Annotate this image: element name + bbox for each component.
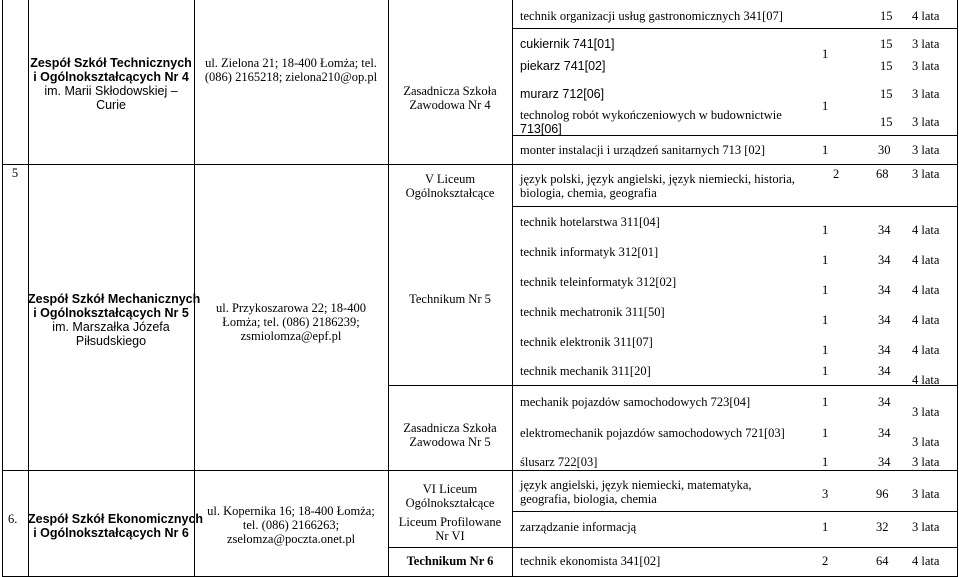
profile-classes: 1 [822, 313, 829, 327]
school-patron-zsm5: im. Marszałka Józefa Piłsudskiego [52, 320, 170, 348]
profile-students: 34 [878, 395, 891, 409]
profile-students: 34 [878, 223, 891, 237]
profile-years: 4 lata [912, 554, 940, 568]
profile-classes: 1 [822, 343, 829, 357]
school-type-liceum6: VI Liceum Ogólnokształcące [405, 482, 495, 510]
profile-name: technik elektronik 311[07] [520, 335, 653, 349]
profile-students: 64 [876, 554, 889, 568]
profile-name: piekarz 741[02] [520, 59, 606, 73]
profile-name: ślusarz 722[03] [520, 455, 598, 469]
profile-name-code: 713[06] [520, 122, 562, 136]
profile-years: 4 lata [912, 373, 940, 387]
profile-classes: 1 [822, 143, 829, 157]
profile-years: 4 lata [912, 253, 940, 267]
school-type-zsz4: Zasadnicza Szkoła Zawodowa Nr 4 [403, 84, 497, 112]
profile-students: 15 [880, 115, 893, 129]
profile-years: 3 lata [912, 405, 940, 419]
school-name-zsm5: Zespół Szkół Mechanicznych i Ogólnokształcących Nr 5 [28, 292, 201, 320]
school-type-liceum5: V Liceum Ogólnokształcące [405, 172, 495, 200]
profile-years: 4 lata [912, 9, 940, 23]
profile-classes: 1 [822, 455, 829, 469]
profile-name: zarządzanie informacją [520, 520, 637, 534]
profile-classes: 1 [822, 395, 829, 409]
profile-students: 34 [878, 343, 891, 357]
profile-years: 3 lata [912, 59, 940, 73]
profile-years: 3 lata [912, 435, 940, 449]
profile-classes: 1 [822, 364, 829, 378]
profile-years: 4 lata [912, 343, 940, 357]
profile-years: 3 lata [912, 115, 940, 129]
profile-students: 68 [876, 167, 889, 181]
profile-classes: 3 [822, 487, 829, 501]
profile-years: 3 lata [912, 167, 940, 181]
profile-students: 34 [878, 253, 891, 267]
profile-name: technik mechatronik 311[50] [520, 305, 665, 319]
profile-name: technik ekonomista 341[02] [520, 554, 661, 568]
profile-name: technik mechanik 311[20] [520, 364, 651, 378]
profile-name: mechanik pojazdów samochodowych 723[04] [520, 395, 751, 409]
profile-students: 34 [878, 313, 891, 327]
profile-classes: 2 [822, 554, 829, 568]
profile-years: 3 lata [912, 520, 940, 534]
profile-name: elektromechanik pojazdów samochodowych 721[03] [520, 426, 785, 440]
profile-years: 3 lata [912, 37, 940, 51]
profile-name: monter instalacji i urządzeń sanitarnych 713 [02] [520, 143, 766, 157]
profile-years: 4 lata [912, 223, 940, 237]
profile-students: 15 [880, 59, 893, 73]
profile-years: 4 lata [912, 283, 940, 297]
profile-name: technik organizacji usług gastronomicznych 341[07] [520, 9, 783, 23]
profile-name: murarz 712[06] [520, 87, 605, 101]
profile-students: 15 [880, 9, 893, 23]
school-patron-zst4: im. Marii Skłodowskiej – Curie [44, 84, 178, 112]
school-name-zse6: Zespół Szkół Ekonomicznych i Ogólnokształcących Nr 6 [28, 512, 204, 540]
profile-classes: 1 [822, 99, 829, 113]
row-number-6: 6. [8, 512, 18, 526]
profile-students: 15 [880, 37, 893, 51]
profile-name: technik informatyk 312[01] [520, 245, 659, 259]
profile-students: 34 [878, 455, 891, 469]
profile-years: 3 lata [912, 87, 940, 101]
address-zse6: ul. Kopernika 16; 18-400 Łomża; tel. (086) 2166263; zselomza@poczta.onet.pl [207, 504, 375, 546]
profile-students: 34 [878, 426, 891, 440]
address-zsm5: ul. Przykoszarowa 22; 18-400 Łomża; tel. (086) 2186239; zsmiolomza@epf.pl [216, 301, 366, 343]
profile-name: technolog robót wykończeniowych w budownictwie [520, 108, 782, 122]
profile-students: 30 [878, 143, 891, 157]
profile-classes: 1 [822, 520, 829, 534]
address-zst4: ul. Zielona 21; 18-400 Łomża; tel. (086) 2165218; zielona210@op.pl [204, 56, 378, 84]
profile-students: 34 [878, 283, 891, 297]
profile-name: język angielski, język niemiecki, matematyka, geografia, biologia, chemia [520, 478, 752, 506]
profile-students: 96 [876, 487, 889, 501]
profile-students: 15 [880, 87, 893, 101]
profile-classes: 1 [822, 426, 829, 440]
profile-classes: 1 [822, 283, 829, 297]
profile-classes: 1 [822, 253, 829, 267]
profile-classes: 1 [822, 223, 829, 237]
profile-years: 3 lata [912, 143, 940, 157]
row-number-5: 5 [11, 166, 19, 180]
profile-classes: 1 [822, 47, 829, 61]
profile-students: 32 [876, 520, 889, 534]
profile-name: cukiernik 741[01] [520, 37, 615, 51]
school-type-zsz5: Zasadnicza Szkoła Zawodowa Nr 5 [403, 421, 497, 449]
profile-name: technik hotelarstwa 311[04] [520, 215, 660, 229]
profile-classes: 2 [833, 167, 840, 181]
school-type-profilowane6: Liceum Profilowane Nr VI [398, 515, 502, 543]
profile-years: 4 lata [912, 313, 940, 327]
liceum-profile-5: język polski, język angielski, język niemiecki, historia, biologia, chemia, geografia [520, 172, 795, 200]
school-name-zst4: Zespół Szkół Technicznych i Ogólnokształcących Nr 4 [30, 56, 192, 84]
profile-students: 34 [878, 364, 891, 378]
profile-years: 3 lata [912, 455, 940, 469]
profile-years: 3 lata [912, 487, 940, 501]
school-type-technikum6: Technikum Nr 6 [406, 554, 494, 568]
school-type-technikum5: Technikum Nr 5 [409, 292, 491, 306]
profile-name: technik teleinformatyk 312[02] [520, 275, 677, 289]
